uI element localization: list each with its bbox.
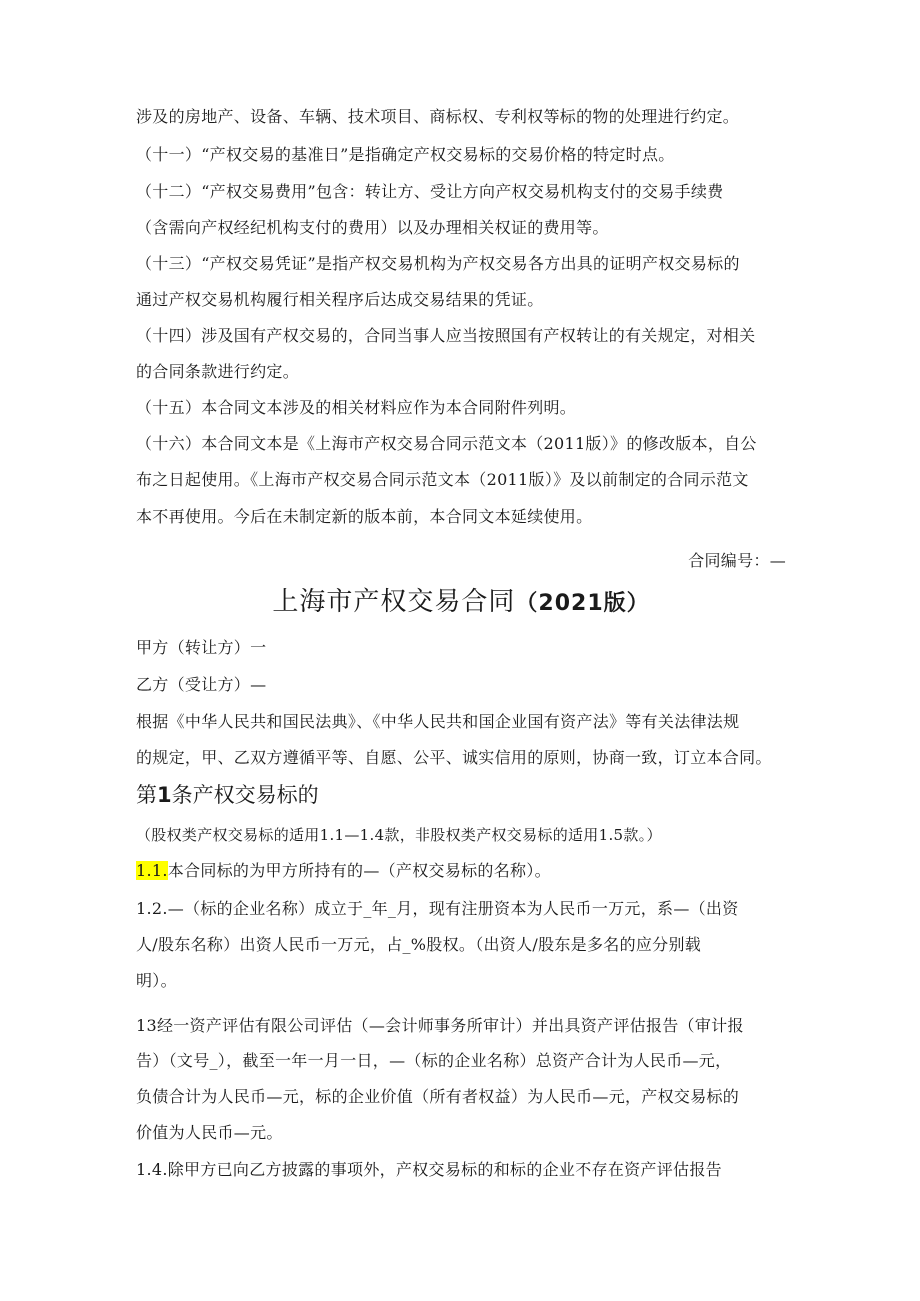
paragraph-line: （十二）“产权交易费用”包含：转让方、受让方向产权交易机构支付的交易手续费: [136, 182, 724, 201]
article-title: 条产权交易标的: [171, 783, 319, 807]
preamble-line: 的规定，甲、乙双方遵循平等、自愿、公平、诚实信用的原则，协商一致，订立本合同。: [136, 748, 772, 767]
article-prefix: 第: [136, 783, 157, 807]
clause-1-3-line: 13经一资产评估有限公司评估（—会计师事务所审计）并出具资产评估报告（审计报: [136, 1016, 744, 1035]
clause-number-highlight: 1.1.: [136, 861, 168, 880]
clause-1-2-line: 明）。: [136, 971, 177, 990]
article-number: 1: [157, 783, 172, 807]
paragraph-line: 布之日起使用。《上海市产权交易合同示范文本（2011版）》及以前制定的合同示范文: [136, 470, 749, 489]
paragraph-line: 的合同条款进行约定。: [136, 362, 300, 381]
paragraph-line: 涉及的房地产、设备、车辆、技术项目、商标权、专利权等标的物的处理进行约定。: [136, 107, 740, 126]
paragraph-line: （十六）本合同文本是《上海市产权交易合同示范文本（2011版）》的修改版本，自公: [136, 434, 757, 453]
clause-1-2-line: 人/股东名称）出资人民币一万元，占_%股权。（出资人/股东是多名的应分别载: [136, 935, 702, 954]
paragraph-line: 本不再使用。今后在未制定新的版本前，本合同文本延续使用。: [136, 507, 593, 526]
article-1-note: （股权类产权交易标的适用1.1—1.4款，非股权类产权交易标的适用1.5款。）: [136, 826, 662, 844]
paragraph-line: （十一）“产权交易的基准日”是指确定产权交易标的交易价格的特定时点。: [136, 145, 675, 164]
document-title: [136, 584, 786, 622]
paragraph-line: 通过产权交易机构履行相关程序后达成交易结果的凭证。: [136, 290, 544, 309]
paragraph-line: （含需向产权经纪机构支付的费用）以及办理相关权证的费用等。: [136, 218, 609, 237]
clause-1-3-line: 价值为人民币—元。: [136, 1123, 283, 1142]
party-b: 乙方（受让方）—: [136, 675, 267, 694]
party-a: 甲方（转让方）一: [136, 638, 267, 657]
paragraph-line: （十三）“产权交易凭证”是指产权交易机构为产权交易各方出具的证明产权交易标的: [136, 254, 740, 273]
clause-1-1-text: 本合同标的为甲方所持有的—（产权交易标的名称）。: [167, 861, 551, 880]
contract-number: 合同编号：—: [688, 551, 786, 570]
paragraph-line: （十五）本合同文本涉及的相关材料应作为本合同附件列明。: [136, 398, 577, 417]
preamble-line: 根据《中华人民共和国民法典》、《中华人民共和国企业国有资产法》等有关法律法规: [136, 712, 740, 731]
clause-1-3-line: 告）（文号_），截至一年一月一日，—（标的企业名称）总资产合计为人民币—元，: [136, 1051, 732, 1070]
title-main: 上海市产权交易合同: [272, 587, 516, 617]
title-edition: （2021版）: [515, 591, 650, 616]
clause-1-1: [136, 860, 786, 882]
article-1-heading: [136, 780, 319, 810]
clause-1-3-line: 负债合计为人民币—元，标的企业价值（所有者权益）为人民币—元，产权交易标的: [136, 1087, 740, 1106]
clause-1-4-line: 1.4.除甲方已向乙方披露的事项外，产权交易标的和标的企业不存在资产评估报告: [136, 1160, 722, 1179]
clause-1-2-line: 1.2.—（标的企业名称）成立于_年_月，现有注册资本为人民币一万元，系—（出资: [136, 899, 739, 918]
paragraph-line: （十四）涉及国有产权交易的，合同当事人应当按照国有产权转让的有关规定，对相关: [136, 326, 756, 345]
